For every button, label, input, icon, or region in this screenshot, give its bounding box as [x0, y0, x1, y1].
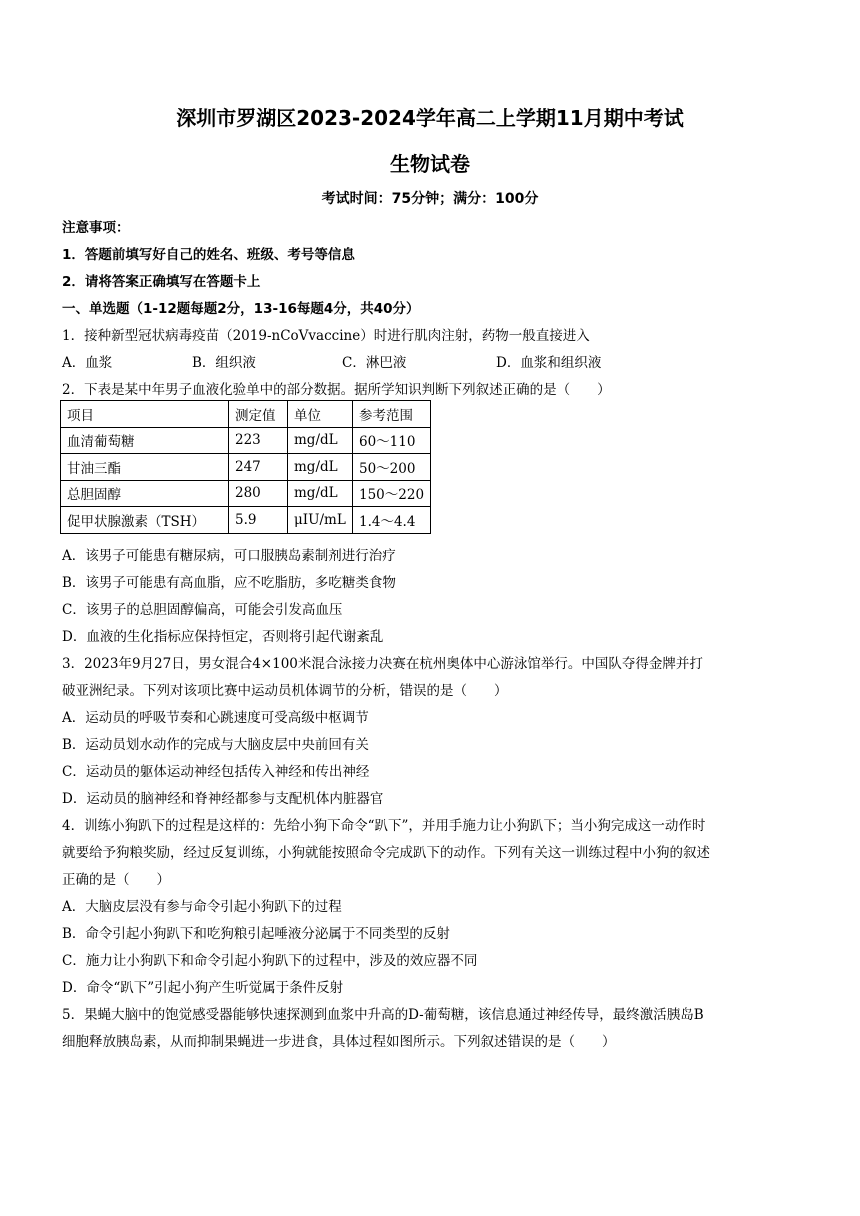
question-3-option-b: B．运动员划水动作的完成与大脑皮层中央前回有关: [62, 737, 369, 753]
table-cell: μIU/mL: [288, 507, 353, 534]
table-cell: mg/dL: [288, 427, 353, 454]
question-2-option-b: B．该男子可能患有高血脂，应不吃脂肪，多吃糖类食物: [62, 575, 396, 591]
question-4-option-a: A．大脑皮层没有参与命令引起小狗趴下的过程: [62, 899, 342, 915]
exam-title: 深圳市罗湖区2023-2024学年高二上学期11月期中考试: [176, 106, 684, 130]
question-2-stem: 2．下表是某中年男子血液化验单中的部分数据。据所学知识判断下列叙述正确的是（ ）: [62, 382, 611, 398]
question-4-option-d: D．命令“趴下”引起小狗产生听觉属于条件反射: [62, 980, 344, 996]
question-3-option-d: D．运动员的脑神经和脊神经都参与支配机体内脏器官: [62, 791, 384, 807]
table-cell: 60～110: [353, 427, 431, 454]
exam-info: 考试时间：75分钟；满分：100分: [321, 191, 539, 207]
question-4-stem: 4．训练小狗趴下的过程是这样的：先给小狗下命令“趴下”，并用手施力让小狗趴下；当小狗完成这一动作时: [62, 818, 706, 834]
question-1-stem: 1．接种新型冠状病毒疫苗（2019-nCoVvaccine）时进行肌肉注射，药物一般直接进入: [62, 328, 590, 344]
question-2-option-d: D．血液的生化指标应保持恒定，否则将引起代谢紊乱: [62, 629, 384, 645]
question-3-option-a: A．运动员的呼吸节奏和心跳速度可受高级中枢调节: [62, 710, 369, 726]
question-1-option-c: C．淋巴液: [342, 355, 407, 371]
table-header-row: [61, 401, 431, 428]
exam-subtitle: 生物试卷: [390, 152, 470, 176]
question-3-stem: 3．2023年9月27日，男女混合4×100米混合泳接力决赛在杭州奥体中心游泳馆举行。中国队夺得金牌并打: [62, 656, 703, 672]
notice-item: 2．请将答案正确填写在答题卡上: [62, 274, 261, 290]
table-cell: mg/dL: [288, 480, 353, 507]
table-cell: mg/dL: [288, 454, 353, 481]
question-1-option-d: D．血浆和组织液: [496, 355, 602, 371]
table-row: [61, 427, 431, 454]
table-header-cell: 测定值: [229, 401, 288, 428]
table-cell: 247: [229, 454, 288, 481]
question-4-stem: 正确的是（ ）: [62, 872, 170, 888]
table-cell: 甘油三酯: [61, 454, 229, 481]
table-cell: 150～220: [353, 480, 431, 507]
table-cell: 50～200: [353, 454, 431, 481]
notice-heading: 注意事项：: [62, 220, 130, 236]
question-3-stem: 破亚洲纪录。下列对该项比赛中运动员机体调节的分析，错误的是（ ）: [62, 683, 508, 699]
question-5-stem: 5．果蝇大脑中的饱觉感受器能够快速探测到血浆中升高的D-葡萄糖，该信息通过神经传导，最终激活胰岛B: [62, 1007, 704, 1023]
question-4-stem: 就要给予狗粮奖励，经过反复训练，小狗就能按照命令完成趴下的动作。下列有关这一训练过程中小狗的叙述: [62, 845, 710, 861]
section-heading: 一、单选题（1-12题每题2分，13-16每题4分，共40分）: [62, 301, 420, 317]
question-1-option-b: B．组织液: [192, 355, 256, 371]
table-row: [61, 454, 431, 481]
table-header-cell: 单位: [288, 401, 353, 428]
question-4-option-c: C．施力让小狗趴下和命令引起小狗趴下的过程中，涉及的效应器不同: [62, 953, 478, 969]
table-cell: 1.4～4.4: [353, 507, 431, 534]
table-row: [61, 480, 431, 507]
table-cell: 促甲状腺激素（TSH）: [61, 507, 229, 534]
notice-item: 1．答题前填写好自己的姓名、班级、考号等信息: [62, 247, 355, 263]
question-4-option-b: B．命令引起小狗趴下和吃狗粮引起唾液分泌属于不同类型的反射: [62, 926, 450, 942]
table-row: [61, 507, 431, 534]
table-cell: 总胆固醇: [61, 480, 229, 507]
question-3-option-c: C．运动员的躯体运动神经包括传入神经和传出神经: [62, 764, 370, 780]
table-cell: 血清葡萄糖: [61, 427, 229, 454]
question-5-stem: 细胞释放胰岛素，从而抑制果蝇进一步进食，具体过程如图所示。下列叙述错误的是（ ）: [62, 1034, 616, 1050]
table-header-cell: 项目: [61, 401, 229, 428]
table-cell: 223: [229, 427, 288, 454]
table-cell: 280: [229, 480, 288, 507]
question-2-option-c: C．该男子的总胆固醇偏高，可能会引发高血压: [62, 602, 343, 618]
question-1-option-a: A．血浆: [62, 355, 113, 371]
question-2-option-a: A．该男子可能患有糖尿病，可口服胰岛素制剂进行治疗: [62, 548, 396, 564]
table-header-cell: 参考范围: [353, 401, 431, 428]
blood-test-table: [60, 400, 431, 534]
table-cell: 5.9: [229, 507, 288, 534]
